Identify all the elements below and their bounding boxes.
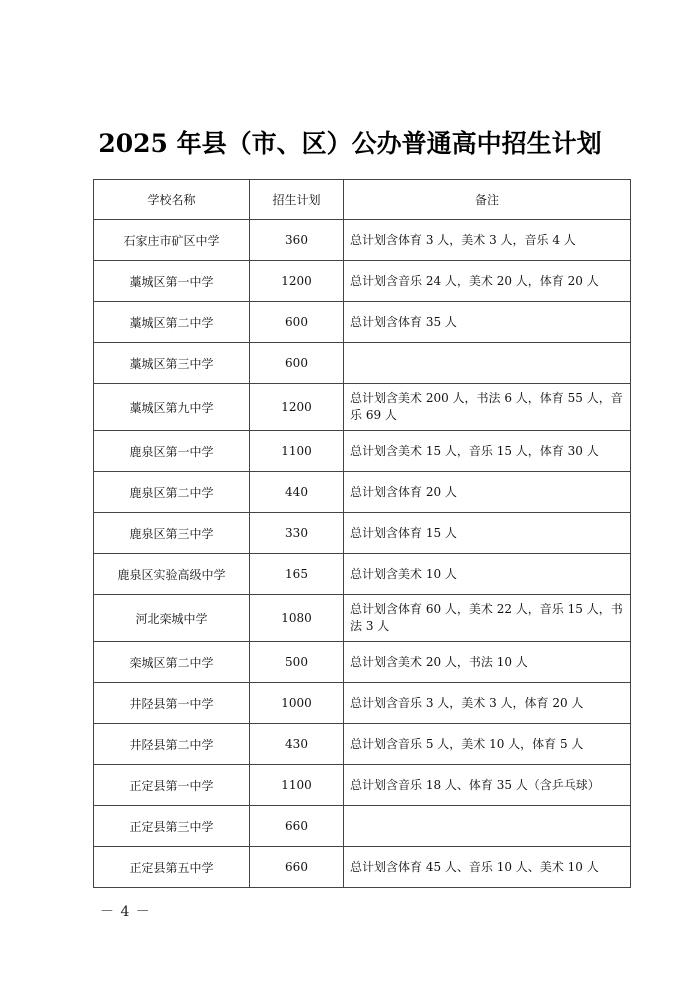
table-row bbox=[94, 806, 631, 847]
school-name-cell: 藁城区第九中学 bbox=[94, 384, 250, 431]
plan-count-cell: 500 bbox=[250, 642, 344, 683]
note-cell: 总计划含音乐 3 人，美术 3 人，体育 20 人 bbox=[344, 683, 631, 724]
plan-count-cell: 440 bbox=[250, 472, 344, 513]
plan-count-cell: 1100 bbox=[250, 765, 344, 806]
note-cell: 总计划含音乐 18 人、体育 35 人（含乒乓球） bbox=[344, 765, 631, 806]
plan-count-cell: 1100 bbox=[250, 431, 344, 472]
school-name-cell: 鹿泉区第三中学 bbox=[94, 513, 250, 554]
school-name-cell: 鹿泉区实验高级中学 bbox=[94, 554, 250, 595]
school-name-cell: 正定县第三中学 bbox=[94, 806, 250, 847]
table-row bbox=[94, 554, 631, 595]
table-row bbox=[94, 847, 631, 888]
table-row bbox=[94, 765, 631, 806]
table-row bbox=[94, 220, 631, 261]
note-cell: 总计划含美术 10 人 bbox=[344, 554, 631, 595]
table-row bbox=[94, 683, 631, 724]
school-name-cell: 栾城区第二中学 bbox=[94, 642, 250, 683]
note-cell: 总计划含美术 20 人，书法 10 人 bbox=[344, 642, 631, 683]
note-cell: 总计划含音乐 5 人，美术 10 人，体育 5 人 bbox=[344, 724, 631, 765]
plan-count-cell: 660 bbox=[250, 847, 344, 888]
table-row bbox=[94, 431, 631, 472]
table-row bbox=[94, 302, 631, 343]
school-name-cell: 井陉县第一中学 bbox=[94, 683, 250, 724]
table-row bbox=[94, 261, 631, 302]
table-row bbox=[94, 724, 631, 765]
note-cell: 总计划含体育 20 人 bbox=[344, 472, 631, 513]
plan-count-cell: 1080 bbox=[250, 595, 344, 642]
plan-count-cell: 165 bbox=[250, 554, 344, 595]
table-row bbox=[94, 513, 631, 554]
plan-count-cell: 660 bbox=[250, 806, 344, 847]
table-row bbox=[94, 472, 631, 513]
plan-count-cell: 360 bbox=[250, 220, 344, 261]
note-cell bbox=[344, 806, 631, 847]
note-cell: 总计划含体育 35 人 bbox=[344, 302, 631, 343]
school-name-cell: 藁城区第一中学 bbox=[94, 261, 250, 302]
note-cell: 总计划含体育 15 人 bbox=[344, 513, 631, 554]
table-row bbox=[94, 642, 631, 683]
school-name-cell: 正定县第五中学 bbox=[94, 847, 250, 888]
plan-count-cell: 330 bbox=[250, 513, 344, 554]
page-number: － 4 － bbox=[100, 904, 151, 920]
note-cell: 总计划含体育 3 人，美术 3 人，音乐 4 人 bbox=[344, 220, 631, 261]
note-cell: 总计划含美术 200 人，书法 6 人，体育 55 人，音乐 69 人 bbox=[344, 384, 631, 431]
table-row bbox=[94, 384, 631, 431]
enrollment-plan-table bbox=[93, 179, 631, 888]
school-name-cell: 石家庄市矿区中学 bbox=[94, 220, 250, 261]
table-header-row bbox=[94, 180, 631, 220]
column-header-plan: 招生计划 bbox=[250, 180, 344, 220]
school-name-cell: 正定县第一中学 bbox=[94, 765, 250, 806]
plan-count-cell: 1000 bbox=[250, 683, 344, 724]
table-row bbox=[94, 595, 631, 642]
plan-count-cell: 600 bbox=[250, 343, 344, 384]
plan-count-cell: 1200 bbox=[250, 384, 344, 431]
note-cell bbox=[344, 343, 631, 384]
plan-count-cell: 1200 bbox=[250, 261, 344, 302]
column-header-note: 备注 bbox=[344, 180, 631, 220]
plan-count-cell: 430 bbox=[250, 724, 344, 765]
note-cell: 总计划含体育 45 人、音乐 10 人、美术 10 人 bbox=[344, 847, 631, 888]
column-header-school: 学校名称 bbox=[94, 180, 250, 220]
school-name-cell: 鹿泉区第二中学 bbox=[94, 472, 250, 513]
note-cell: 总计划含音乐 24 人，美术 20 人，体育 20 人 bbox=[344, 261, 631, 302]
table-row bbox=[94, 343, 631, 384]
note-cell: 总计划含美术 15 人，音乐 15 人，体育 30 人 bbox=[344, 431, 631, 472]
school-name-cell: 井陉县第二中学 bbox=[94, 724, 250, 765]
school-name-cell: 藁城区第二中学 bbox=[94, 302, 250, 343]
plan-count-cell: 600 bbox=[250, 302, 344, 343]
school-name-cell: 鹿泉区第一中学 bbox=[94, 431, 250, 472]
page-title: 2025 年县（市、区）公办普通高中招生计划 bbox=[98, 129, 602, 158]
school-name-cell: 河北栾城中学 bbox=[94, 595, 250, 642]
school-name-cell: 藁城区第三中学 bbox=[94, 343, 250, 384]
note-cell: 总计划含体育 60 人，美术 22 人，音乐 15 人，书法 3 人 bbox=[344, 595, 631, 642]
